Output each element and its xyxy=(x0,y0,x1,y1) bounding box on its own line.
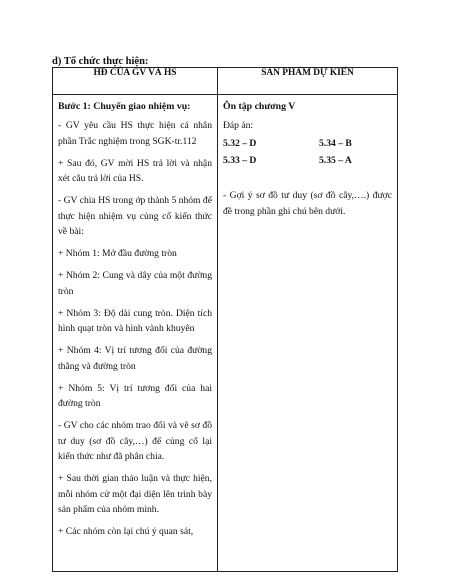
answer-item: 5.32 – D xyxy=(223,138,257,149)
activity-paragraph: + Các nhóm còn lại chú ý quan sát, xyxy=(58,526,194,537)
answer-item: 5.33 – D xyxy=(223,155,257,166)
answer-item: 5.35 – A xyxy=(319,155,352,166)
col-header-activities: HĐ CỦA GV VÀ HS xyxy=(53,68,218,95)
answer-row xyxy=(223,155,392,166)
table-header-row xyxy=(53,68,398,95)
activity-paragraph: - GV chia HS trong ớp thành 5 nhóm để thực hiện nhiệm vụ củng cố kiến thức về bài: xyxy=(58,195,212,237)
activity-paragraph: + Sau thời gian thảo luận và thực hiện, mỗi nhóm cử một đại diện lên trình bày sản phẩm của nhóm mình. xyxy=(58,473,212,515)
group-item: + Nhóm 3: Độ dài cung tròn. Diện tích hình quạt tròn và hình vành khuyên xyxy=(58,307,212,334)
activity-paragraph: - GV yêu cầu HS thực hiện cá nhân phần Trắc nghiệm trong SGK-tr.112 xyxy=(58,120,212,147)
col-header-products: SẢN PHẨM DỰ KIẾN xyxy=(218,68,398,95)
group-item: + Nhóm 2: Cung và dây của một đường tròn xyxy=(58,270,212,297)
review-title: Ôn tập chương V xyxy=(223,101,296,112)
activity-paragraph: + Sau đó, GV mời HS trả lời và nhận xét câu trả lời của HS. xyxy=(58,157,212,184)
activities-cell xyxy=(53,95,218,572)
answer-row xyxy=(223,138,392,149)
activity-paragraph: - GV cho các nhóm trao đổi và vẽ sơ đồ tư duy (sơ đồ cây,…) để củng cố lại kiến thức như đã phân chia. xyxy=(58,420,212,462)
step-title: Bước 1: Chuyển giao nhiệm vụ: xyxy=(58,101,191,112)
group-item: + Nhóm 4: Vị trí tương đối của đường thẳng và đường tròn xyxy=(58,345,212,372)
products-cell xyxy=(218,95,398,572)
answer-item: 5.34 – B xyxy=(319,138,352,149)
section-heading: d) Tổ chức thực hiện: xyxy=(52,56,149,67)
group-item: + Nhóm 5: Vị trí tương đối của hai đường tròn xyxy=(58,382,212,409)
group-item: + Nhóm 1: Mở đầu đường tròn xyxy=(58,248,177,259)
activity-table xyxy=(52,67,398,572)
answer-label: Đáp án: xyxy=(223,120,254,131)
table-body-row xyxy=(53,95,398,572)
mindmap-hint: - Gợi ý sơ đồ tư duy (sơ đồ cây,….) được đề trong phần ghi chú bên dưới. xyxy=(223,190,392,217)
